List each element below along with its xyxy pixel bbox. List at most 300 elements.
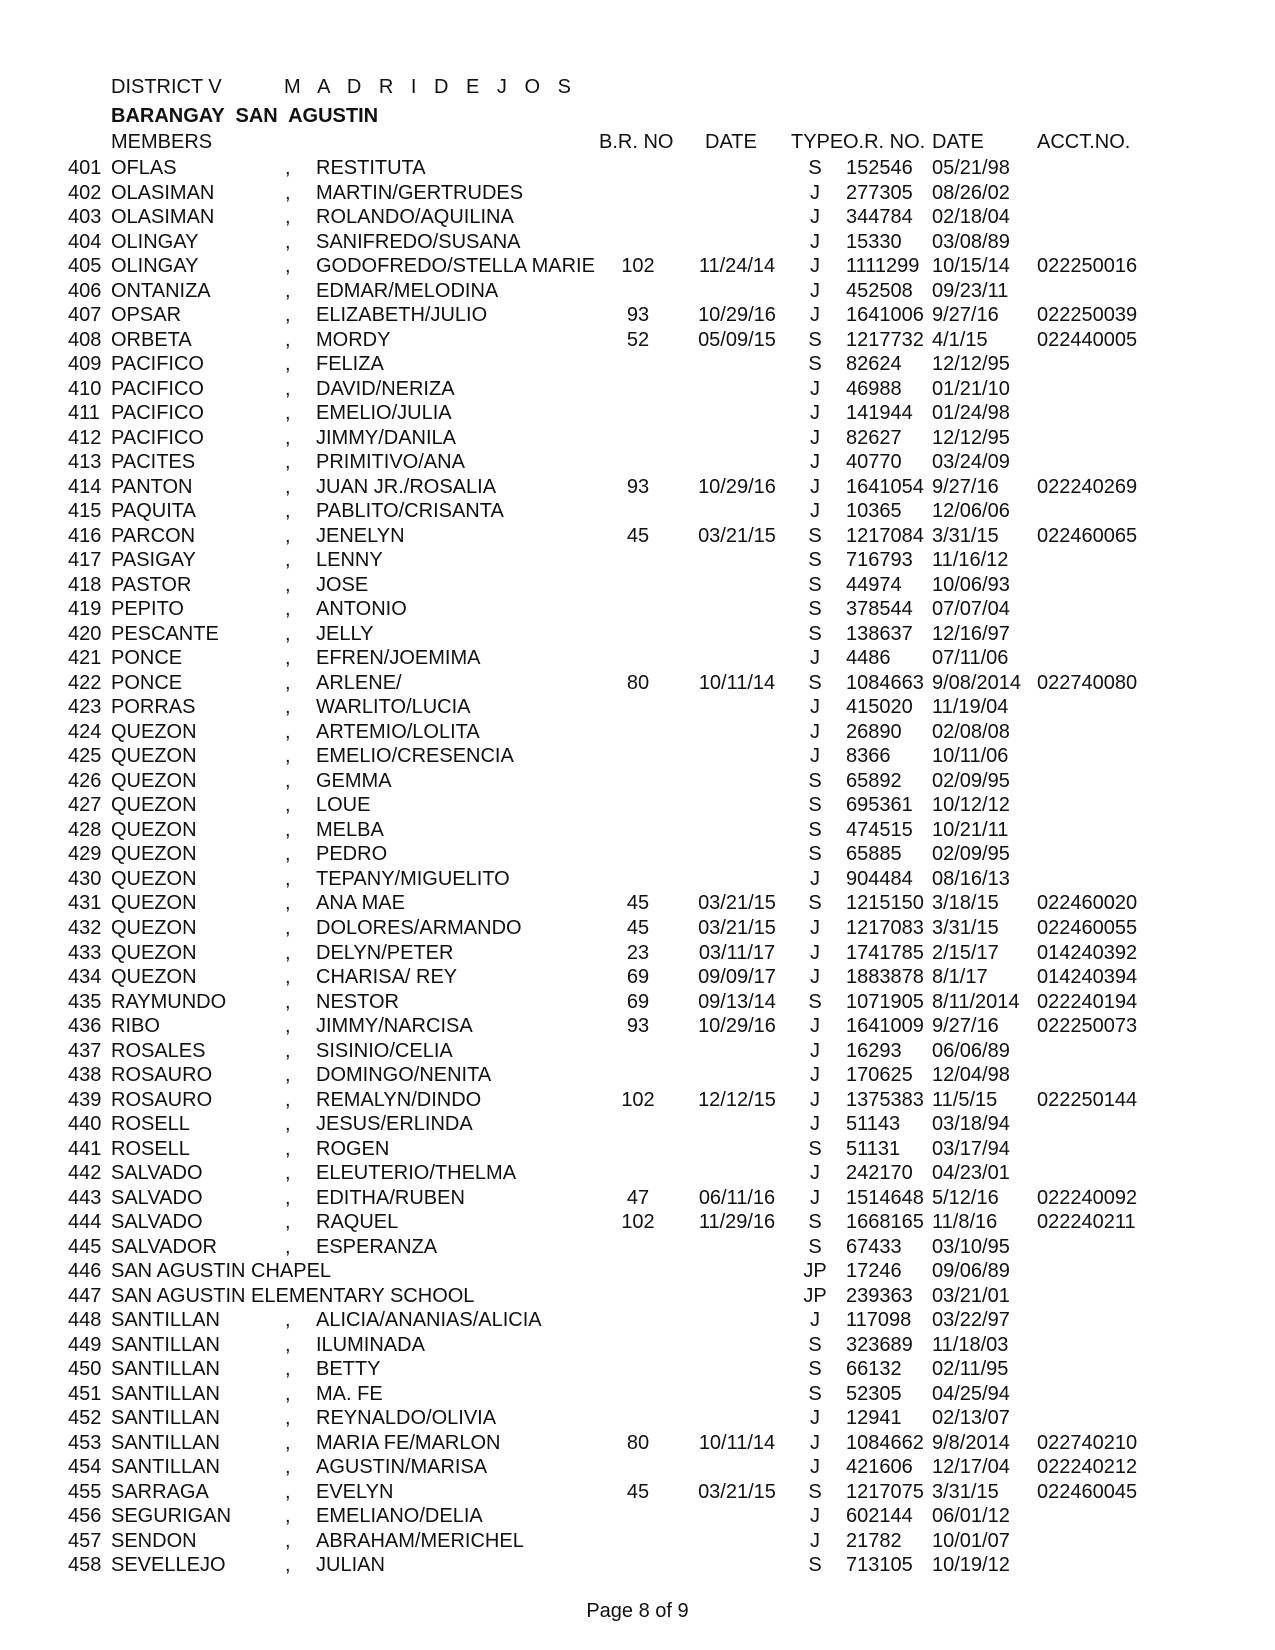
member-first-names: JENELYN [316,524,405,547]
or-number: 82627 [846,426,902,449]
table-row [0,1382,1275,1407]
member-first-names: ELEUTERIO/THELMA [316,1162,517,1185]
or-number: 1741785 [846,941,924,964]
member-number: 417 [68,549,102,572]
membership-type: S [808,157,822,179]
member-last-name: PESCANTE [111,622,219,645]
table-row [0,1063,1275,1088]
member-last-name: SANTILLAN [111,1382,220,1405]
or-date: 05/21/98 [932,157,1010,179]
membership-type: J [810,916,820,939]
name-separator: , [285,230,291,253]
or-date: 10/21/11 [932,818,1009,841]
or-date: 02/09/95 [932,769,1010,792]
member-last-name: SANTILLAN [111,1309,220,1332]
member-number: 441 [68,1137,102,1160]
barangay-title: BARANGAY SAN AGUSTIN [111,105,379,127]
account-number: 022460045 [1037,1480,1138,1503]
member-first-names: EFREN/JOEMIMA [316,647,481,670]
or-date: 03/21/01 [932,1284,1010,1307]
member-first-names: ELIZABETH/JULIO [316,304,488,327]
table-row [0,230,1275,255]
or-date: 03/22/97 [932,1309,1010,1332]
or-number: 344784 [846,206,913,229]
membership-type: J [810,475,820,498]
or-number: 16293 [846,1039,902,1062]
or-number: 421606 [846,1456,913,1479]
table-row [0,254,1275,279]
member-last-name: SALVADO [111,1186,203,1209]
name-separator: , [285,451,291,474]
name-separator: , [285,475,291,498]
or-date: 12/12/95 [932,426,1010,449]
member-number: 428 [68,818,102,841]
br-date: 03/21/15 [698,916,776,939]
member-last-name: PACIFICO [111,402,204,425]
member-number: 411 [68,402,100,425]
or-number: 1641009 [846,1015,924,1038]
member-last-name: PACITES [111,451,196,474]
member-first-names: JELLY [316,622,374,645]
name-separator: , [285,549,291,572]
member-first-names: EMELIANO/DELIA [316,1505,483,1528]
or-number: 1111299 [846,255,920,278]
table-row [0,1529,1275,1554]
or-number: 1375383 [846,1088,924,1111]
membership-type: S [808,1333,822,1356]
or-number: 141944 [846,402,913,425]
or-number: 170625 [846,1064,913,1087]
br-date: 09/09/17 [698,966,776,989]
membership-type: J [810,181,820,204]
member-number: 456 [68,1505,102,1528]
or-number: 15330 [846,230,902,253]
account-number: 022250016 [1037,255,1138,278]
or-number: 1084663 [846,671,924,694]
table-row [0,1210,1275,1235]
membership-type: J [810,1064,820,1087]
account-number: 022740080 [1037,671,1138,694]
municipality-label: M A D R I D E J O S [284,76,577,98]
or-date: 11/19/04 [932,696,1009,719]
or-date: 12/06/06 [932,500,1010,523]
name-separator: , [285,1407,291,1430]
or-date: 07/11/06 [932,647,1009,670]
table-row [0,867,1275,892]
or-number: 82624 [846,353,902,376]
or-number: 12941 [846,1407,902,1430]
member-last-name: SANTILLAN [111,1358,220,1381]
name-separator: , [285,818,291,841]
or-date: 01/21/10 [932,377,1010,400]
or-number: 1668165 [846,1211,924,1234]
member-first-names: GODOFREDO/STELLA MARIE [316,255,595,278]
name-separator: , [285,843,291,866]
member-last-name: QUEZON [111,892,197,915]
or-date: 9/27/16 [932,304,999,327]
member-first-names: MARIA FE/MARLON [316,1431,501,1454]
member-last-name: OLASIMAN [111,181,215,204]
name-separator: , [285,1113,291,1136]
member-first-names: DAVID/NERIZA [316,377,455,400]
member-first-names: ILUMINADA [316,1333,425,1356]
or-date: 03/18/94 [932,1113,1010,1136]
member-number: 405 [68,255,102,278]
name-separator: , [285,916,291,939]
membership-type: J [810,647,820,670]
page-number: Page 8 of 9 [586,1600,689,1622]
membership-type: J [810,1186,820,1209]
col-header-or-date: DATE [932,131,984,153]
member-last-name: PONCE [111,647,183,670]
or-date: 9/08/2014 [932,671,1021,694]
name-separator: , [285,328,291,351]
table-row [0,205,1275,230]
membership-type: J [810,1039,820,1062]
member-last-name: PORRAS [111,696,196,719]
member-last-name: RIBO [111,1015,160,1038]
table-row [0,1014,1275,1039]
or-number: 242170 [846,1162,913,1185]
member-first-names: TEPANY/MIGUELITO [316,867,510,890]
district-label: DISTRICT V [111,76,222,98]
name-separator: , [285,1088,291,1111]
member-last-name: OFLAS [111,157,177,179]
membership-type: S [808,622,822,645]
br-number: 69 [626,966,650,989]
member-number: 442 [68,1162,102,1185]
or-date: 08/16/13 [932,867,1010,890]
or-number: 1084662 [846,1431,924,1454]
member-last-name: SANTILLAN [111,1456,220,1479]
br-number: 69 [626,990,650,1013]
member-number: 407 [68,304,102,327]
table-row [0,279,1275,304]
membership-type: J [810,377,820,400]
member-last-name: SANTILLAN [111,1333,220,1356]
member-first-names: PRIMITIVO/ANA [316,451,465,474]
membership-type: S [808,990,822,1013]
or-number: 904484 [846,867,913,890]
membership-type: J [810,304,820,327]
member-first-names: AGUSTIN/MARISA [316,1456,488,1479]
table-row [0,1455,1275,1480]
col-header-type: TYPE [791,131,844,153]
member-last-name: PACIFICO [111,377,204,400]
membership-type: J [810,696,820,719]
member-last-name: ROSELL [111,1137,190,1160]
member-number: 437 [68,1039,102,1062]
member-number: 443 [68,1186,102,1209]
account-number: 022250144 [1037,1088,1138,1111]
member-number: 412 [68,426,102,449]
membership-type: J [810,426,820,449]
table-row [0,573,1275,598]
name-separator: , [285,304,291,327]
or-date: 04/25/94 [932,1382,1010,1405]
or-number: 10365 [846,500,902,523]
member-number: 403 [68,206,102,229]
br-number: 45 [626,524,650,547]
table-row [0,156,1275,181]
br-date: 11/24/14 [698,255,776,278]
members-list [0,156,1275,1578]
or-number: 323689 [846,1333,913,1356]
table-row [0,1480,1275,1505]
member-first-names: GEMMA [316,769,392,792]
table-row [0,695,1275,720]
member-number: 451 [68,1382,102,1405]
member-first-names: EVELYN [316,1480,394,1503]
name-separator: , [285,377,291,400]
or-date: 11/16/12 [932,549,1009,572]
member-first-names: ARLENE/ [316,671,402,694]
table-row [0,1308,1275,1333]
name-separator: , [285,671,291,694]
member-first-names: CHARISA/ REY [316,966,458,989]
or-number: 239363 [846,1284,913,1307]
member-number: 423 [68,696,102,719]
member-first-names: MELBA [316,818,384,841]
membership-type: S [808,1358,822,1381]
table-row [0,1431,1275,1456]
membership-type: S [808,573,822,596]
br-number: 45 [626,916,650,939]
membership-type: J [810,941,820,964]
member-last-name: QUEZON [111,941,197,964]
name-separator: , [285,1211,291,1234]
br-date: 10/29/16 [698,1015,776,1038]
name-separator: , [285,524,291,547]
member-first-names: WARLITO/LUCIA [316,696,471,719]
or-number: 117098 [846,1309,912,1332]
table-row [0,1284,1275,1309]
or-date: 3/18/15 [932,892,999,915]
or-number: 26890 [846,720,902,743]
account-number: 022740210 [1037,1431,1138,1454]
or-date: 3/31/15 [932,916,999,939]
or-date: 03/24/09 [932,451,1010,474]
or-number: 67433 [846,1235,902,1258]
name-separator: , [285,867,291,890]
or-number: 152546 [846,157,913,179]
member-last-name: ROSAURO [111,1088,213,1111]
br-number: 102 [621,255,655,278]
member-last-name: PACIFICO [111,426,204,449]
member-last-name: OLASIMAN [111,206,215,229]
member-first-names: MARTIN/GERTRUDES [316,181,524,204]
name-separator: , [285,1456,291,1479]
table-row [0,597,1275,622]
membership-type: JP [803,1260,827,1283]
br-number: 102 [621,1211,655,1234]
member-number: 444 [68,1211,102,1234]
member-last-name: ROSELL [111,1113,190,1136]
name-separator: , [285,794,291,817]
member-first-names: EDMAR/MELODINA [316,279,499,302]
col-header-acct-no: ACCT.NO. [1037,131,1131,153]
br-number: 80 [626,671,650,694]
member-first-names: REYNALDO/OLIVIA [316,1407,497,1430]
name-separator: , [285,402,291,425]
or-date: 11/5/15 [932,1088,998,1111]
table-row [0,475,1275,500]
or-date: 5/12/16 [932,1186,999,1209]
member-first-names: NESTOR [316,990,399,1013]
name-separator: , [285,892,291,915]
or-number: 1217084 [846,524,924,547]
member-last-name: PAQUITA [111,500,196,523]
table-row [0,793,1275,818]
br-date: 05/09/15 [698,328,776,351]
br-number: 45 [626,892,650,915]
or-date: 10/06/93 [932,573,1010,596]
member-last-name: ROSALES [111,1039,206,1062]
membership-type: J [810,1309,820,1332]
member-number: 424 [68,720,102,743]
br-number: 52 [626,328,650,351]
br-date: 09/13/14 [698,990,776,1013]
membership-type: J [810,1529,820,1552]
or-number: 1217732 [846,328,924,351]
member-number: 445 [68,1235,102,1258]
membership-type: J [810,279,820,302]
br-date: 06/11/16 [698,1186,776,1209]
or-number: 602144 [846,1505,913,1528]
membership-type: S [808,328,822,351]
member-first-names: ANTONIO [316,598,407,621]
or-date: 07/07/04 [932,598,1010,621]
membership-type: S [808,598,822,621]
or-date: 02/13/07 [932,1407,1010,1430]
member-first-names: ESPERANZA [316,1235,438,1258]
or-number: 1217075 [846,1480,924,1503]
or-date: 09/06/89 [932,1260,1010,1283]
member-first-names: ROGEN [316,1137,390,1160]
or-number: 1215150 [846,892,924,915]
member-last-name: SALVADOR [111,1235,217,1258]
table-row [0,426,1275,451]
col-header-or-no: O.R. NO. [843,131,926,153]
br-date: 11/29/16 [698,1211,776,1234]
member-last-name: ORBETA [111,328,192,351]
br-date: 10/11/14 [698,671,776,694]
member-first-names: JESUS/ERLINDA [316,1113,473,1136]
member-number: 426 [68,769,102,792]
membership-type: S [808,1137,822,1160]
table-row [0,524,1275,549]
membership-type: S [808,353,822,376]
member-last-name: SANTILLAN [111,1407,220,1430]
or-date: 04/23/01 [932,1162,1010,1185]
member-first-names: MA. FE [316,1382,383,1405]
member-number: 406 [68,279,102,302]
name-separator: , [285,720,291,743]
member-first-names: SISINIO/CELIA [316,1039,453,1062]
member-first-names: RESTITUTA [316,157,426,179]
member-last-name: PASTOR [111,573,192,596]
membership-type: J [810,745,820,768]
member-last-name: ROSAURO [111,1064,213,1087]
member-last-name: PASIGAY [111,549,196,572]
membership-type: J [810,451,820,474]
br-number: 45 [626,1480,650,1503]
member-last-name: OPSAR [111,304,182,327]
member-first-names: LOUE [316,794,371,817]
br-number: 93 [626,304,650,327]
table-row [0,1161,1275,1186]
membership-type: J [810,402,820,425]
table-row [0,1357,1275,1382]
member-last-name: PEPITO [111,598,184,621]
table-row [0,1553,1275,1578]
name-separator: , [285,1480,291,1503]
membership-type: J [810,1113,820,1136]
membership-type: J [810,1431,820,1454]
br-date: 03/21/15 [698,1480,776,1503]
or-date: 10/15/14 [932,255,1010,278]
name-separator: , [285,279,291,302]
member-last-name: QUEZON [111,818,197,841]
member-number: 420 [68,622,102,645]
br-number: 47 [626,1186,650,1209]
name-separator: , [285,990,291,1013]
table-row [0,1333,1275,1358]
name-separator: , [285,1186,291,1209]
or-number: 65892 [846,769,902,792]
member-last-name: QUEZON [111,916,197,939]
br-number: 93 [626,1015,650,1038]
or-number: 138637 [846,622,913,645]
or-date: 12/04/98 [932,1064,1010,1087]
name-separator: , [285,1554,291,1577]
member-last-name: SAN AGUSTIN ELEMENTARY SCHOOL [111,1284,475,1307]
membership-type: J [810,1015,820,1038]
member-first-names: JUAN JR./ROSALIA [316,475,497,498]
membership-type: S [808,892,822,915]
member-first-names: DOMINGO/NENITA [316,1064,492,1087]
membership-type: S [808,549,822,572]
or-date: 02/08/08 [932,720,1010,743]
or-number: 695361 [846,794,913,817]
member-number: 439 [68,1088,102,1111]
or-date: 02/09/95 [932,843,1010,866]
name-separator: , [285,1358,291,1381]
br-date: 03/21/15 [698,892,776,915]
table-row [0,891,1275,916]
table-row [0,499,1275,524]
table-row [0,1406,1275,1431]
or-number: 66132 [846,1358,902,1381]
membership-type: J [810,255,820,278]
member-first-names: EMELIO/CRESENCIA [316,745,514,768]
member-number: 435 [68,990,102,1013]
table-row [0,1504,1275,1529]
member-last-name: QUEZON [111,843,197,866]
membership-type: J [810,1456,820,1479]
member-first-names: DOLORES/ARMANDO [316,916,522,939]
or-date: 06/01/12 [932,1505,1010,1528]
member-number: 454 [68,1456,102,1479]
name-separator: , [285,1137,291,1160]
or-number: 46988 [846,377,902,400]
or-date: 9/27/16 [932,475,999,498]
or-date: 11/8/16 [932,1211,998,1234]
member-number: 433 [68,941,102,964]
or-number: 1883878 [846,966,924,989]
or-date: 02/18/04 [932,206,1010,229]
table-row [0,1186,1275,1211]
